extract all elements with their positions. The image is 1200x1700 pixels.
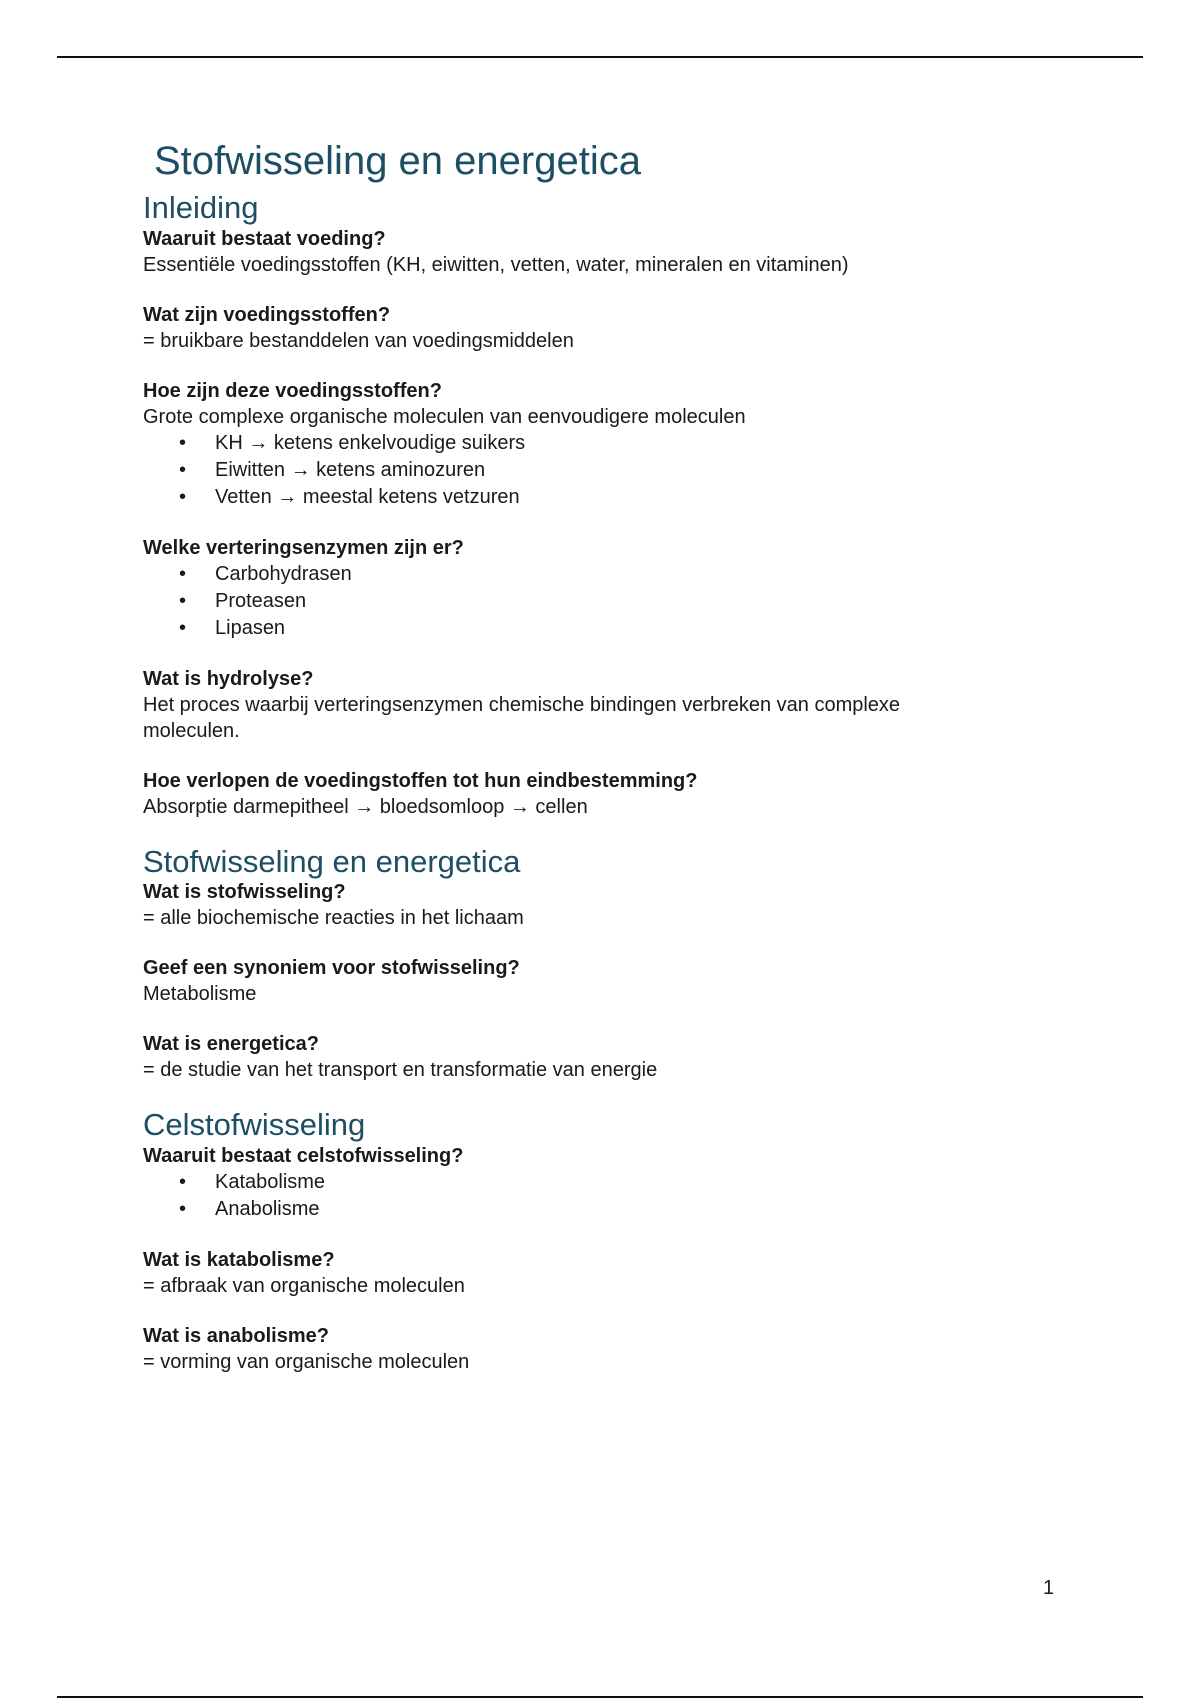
section (143, 844, 1063, 1084)
question: Wat is stofwisseling? (143, 881, 346, 904)
section-heading: Celstofwisseling (143, 1107, 366, 1143)
qa-block (143, 302, 1063, 354)
qa-block (143, 666, 1063, 744)
bullet-list (143, 430, 1063, 511)
qa-block (143, 1323, 1063, 1375)
question: Wat is anabolisme? (143, 1324, 329, 1347)
question: Wat zijn voedingsstoffen? (143, 303, 391, 326)
top-rule (57, 56, 1143, 58)
question: Hoe zijn deze voedingsstoffen? (143, 379, 442, 402)
qa-block (143, 1031, 1063, 1083)
list-item: • Eiwitten → ketens aminozuren (143, 457, 1063, 484)
answer-line: Metabolisme (143, 983, 257, 1006)
section (143, 1107, 1063, 1375)
question: Welke verteringsenzymen zijn er? (143, 536, 464, 559)
list-item: • Anabolisme (143, 1196, 1063, 1223)
answer-line: = vorming van organische moleculen (143, 1350, 470, 1373)
list-item: • Vetten → meestal ketens vetzuren (143, 484, 1063, 511)
question: Waaruit bestaat celstofwisseling? (143, 1144, 464, 1167)
page-number: 1 (1043, 1577, 1055, 1599)
answer-line: = alle biochemische reacties in het lichaam (143, 907, 524, 930)
document-title: Stofwisseling en energetica (154, 139, 641, 183)
bullet-list (143, 561, 1063, 642)
qa-block (143, 226, 1063, 278)
qa-block (143, 955, 1063, 1007)
bottom-rule (57, 1696, 1143, 1698)
question: Hoe verlopen de voedingstoffen tot hun eindbestemming? (143, 769, 698, 792)
answer-line: Essentiële voedingsstoffen (KH, eiwitten, vetten, water, mineralen en vitaminen) (143, 253, 849, 276)
section (143, 190, 1063, 820)
answer-line: Grote complexe organische moleculen van eenvoudigere moleculen (143, 405, 746, 428)
qa-block (143, 378, 1063, 511)
qa-block (143, 879, 1063, 931)
answer-line: = afbraak van organische moleculen (143, 1274, 465, 1297)
document-content (143, 138, 1063, 1399)
question: Wat is energetica? (143, 1033, 319, 1056)
bullet-list (143, 1169, 1063, 1223)
list-item: • Proteasen (143, 588, 1063, 615)
list-item: • Lipasen (143, 615, 1063, 642)
qa-block (143, 1247, 1063, 1299)
sections-container (143, 190, 1063, 1375)
answer-line: Absorptie darmepitheel → bloedsomloop → cellen (143, 795, 588, 818)
answer-line: Het proces waarbij verteringsenzymen chemische bindingen verbreken van complexe (143, 693, 901, 716)
question: Waaruit bestaat voeding? (143, 227, 386, 250)
question: Geef een synoniem voor stofwisseling? (143, 957, 520, 980)
qa-block (143, 535, 1063, 642)
section-heading: Stofwisseling en energetica (143, 843, 521, 879)
answer-line: = bruikbare bestanddelen van voedingsmiddelen (143, 329, 574, 352)
list-item: • Katabolisme (143, 1169, 1063, 1196)
qa-block (143, 768, 1063, 820)
list-item: • KH → ketens enkelvoudige suikers (143, 430, 1063, 457)
question: Wat is hydrolyse? (143, 667, 314, 690)
list-item: • Carbohydrasen (143, 561, 1063, 588)
answer-line: = de studie van het transport en transformatie van energie (143, 1059, 658, 1082)
section-heading: Inleiding (143, 190, 259, 225)
question: Wat is katabolisme? (143, 1248, 335, 1271)
qa-block (143, 1143, 1063, 1223)
answer-line: moleculen. (143, 719, 240, 742)
